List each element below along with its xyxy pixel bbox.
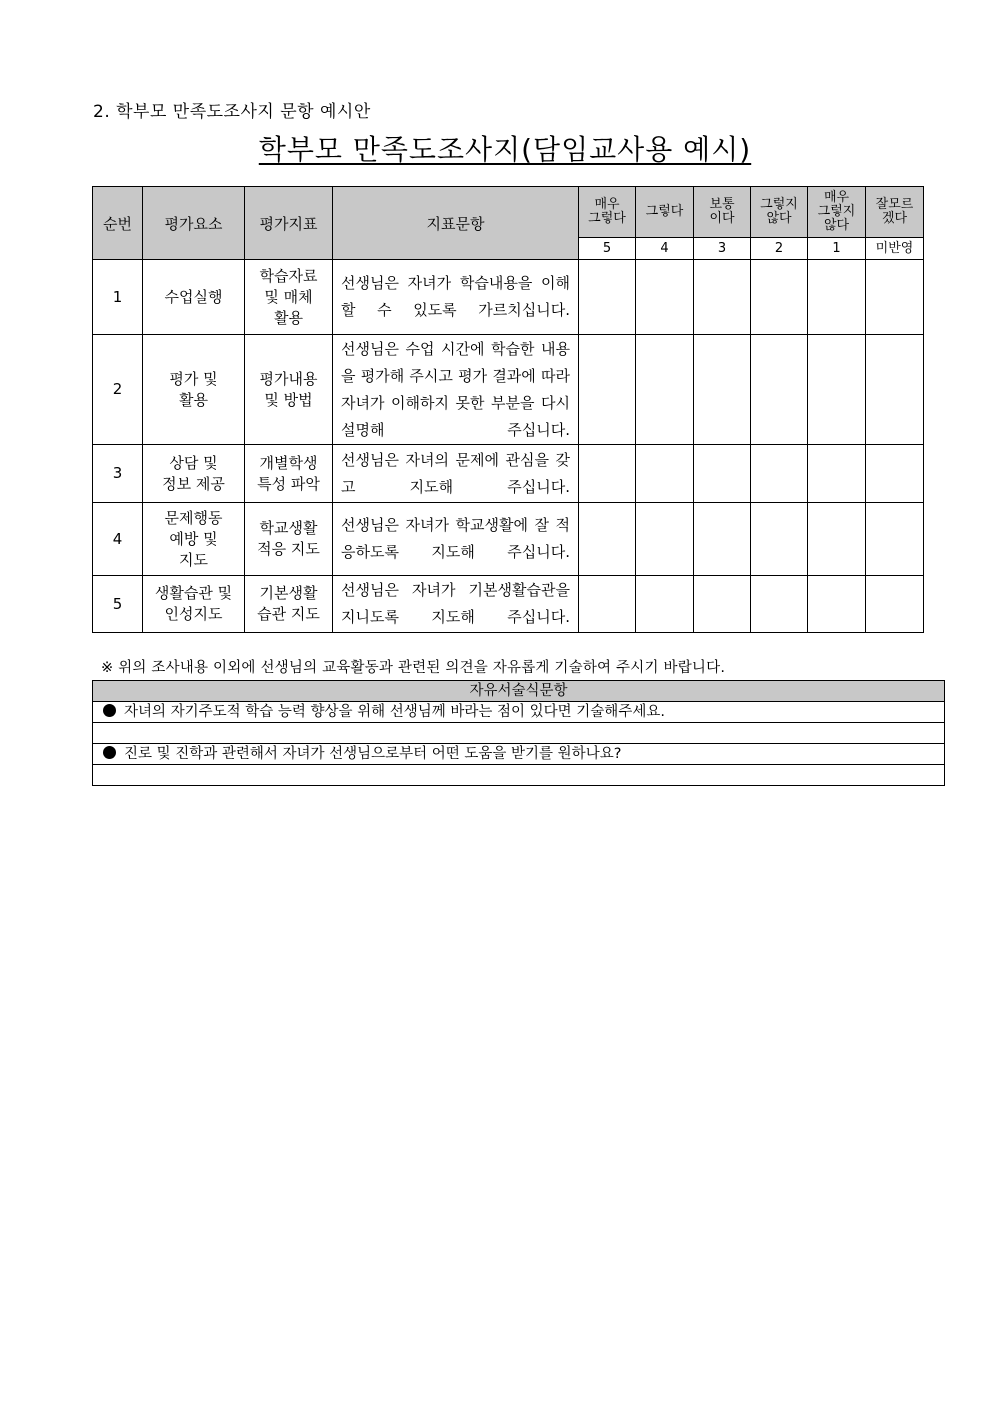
row-indicator: 개별학생 특성 파악	[245, 445, 333, 503]
rating-cell[interactable]	[579, 503, 636, 576]
rating-cell[interactable]	[636, 335, 694, 445]
free-response-header: 자유서술식문항	[93, 681, 945, 702]
rating-cell[interactable]	[808, 445, 866, 503]
table-row	[93, 503, 924, 576]
scale-label: 그렇다	[636, 187, 694, 238]
instruction-note: ※ 위의 조사내용 이외에 선생님의 교육활동과 관련된 의견을 자유롭게 기술하여 주시기 바랍니다.	[101, 660, 726, 676]
answer-field[interactable]	[93, 723, 945, 744]
row-number: 3	[93, 445, 143, 503]
row-factor: 문제행동 예방 및 지도	[143, 503, 245, 576]
scale-label: 매우 그렇지 않다	[808, 187, 866, 238]
free-question	[93, 702, 945, 723]
rating-cell[interactable]	[579, 335, 636, 445]
header-factor: 평가요소	[143, 187, 245, 260]
scale-score: 3	[694, 238, 751, 260]
rating-cell[interactable]	[694, 503, 751, 576]
rating-cell[interactable]	[751, 503, 808, 576]
rating-cell[interactable]	[579, 260, 636, 335]
rating-cell[interactable]	[866, 503, 924, 576]
row-item: 선생님은 수업 시간에 학습한 내용을 평가해 주시고 평가 결과에 따라 자녀가 이해하지 못한 부분을 다시 설명해 주십니다.	[333, 335, 579, 445]
free-response-table	[92, 680, 945, 786]
rating-cell[interactable]	[808, 260, 866, 335]
rating-cell[interactable]	[636, 576, 694, 633]
rating-cell[interactable]	[694, 335, 751, 445]
scale-score: 5	[579, 238, 636, 260]
row-number: 4	[93, 503, 143, 576]
row-indicator: 기본생활 습관 지도	[245, 576, 333, 633]
rating-cell[interactable]	[866, 576, 924, 633]
header-number: 순번	[93, 187, 143, 260]
row-indicator: 평가내용 및 방법	[245, 335, 333, 445]
row-indicator: 학교생활 적응 지도	[245, 503, 333, 576]
table-row	[93, 335, 924, 445]
rating-cell[interactable]	[694, 576, 751, 633]
scale-label: 잘모르 겠다	[866, 187, 924, 238]
survey-table	[92, 186, 924, 633]
section-heading: 2. 학부모 만족도조사지 문항 예시안	[93, 102, 371, 122]
scale-score: 4	[636, 238, 694, 260]
header-indicator: 평가지표	[245, 187, 333, 260]
rating-cell[interactable]	[751, 335, 808, 445]
scale-label: 보통 이다	[694, 187, 751, 238]
rating-cell[interactable]	[808, 576, 866, 633]
table-row	[93, 260, 924, 335]
rating-cell[interactable]	[866, 335, 924, 445]
rating-cell[interactable]	[579, 445, 636, 503]
free-question-text: 진로 및 진학과 관련해서 자녀가 선생님으로부터 어떤 도움을 받기를 원하나요?	[124, 745, 622, 762]
table-row	[93, 576, 924, 633]
rating-cell[interactable]	[866, 445, 924, 503]
rating-cell[interactable]	[808, 503, 866, 576]
free-question-text: 자녀의 자기주도적 학습 능력 향상을 위해 선생님께 바라는 점이 있다면 기술해주세요.	[124, 703, 665, 720]
row-item: 선생님은 자녀가 기본생활습관을 지니도록 지도해 주십니다.	[333, 576, 579, 633]
rating-cell[interactable]	[808, 335, 866, 445]
free-question	[93, 744, 945, 765]
table-row	[93, 445, 924, 503]
row-item: 선생님은 자녀의 문제에 관심을 갖고 지도해 주십니다.	[333, 445, 579, 503]
rating-cell[interactable]	[866, 260, 924, 335]
document-title: 학부모 만족도조사지(담임교사용 예시)	[258, 133, 752, 166]
row-factor: 상담 및 정보 제공	[143, 445, 245, 503]
rating-cell[interactable]	[751, 445, 808, 503]
answer-field[interactable]	[93, 765, 945, 786]
rating-cell[interactable]	[636, 503, 694, 576]
rating-cell[interactable]	[636, 260, 694, 335]
scale-label: 그렇지 않다	[751, 187, 808, 238]
scale-score: 1	[808, 238, 866, 260]
row-item: 선생님은 자녀가 학습내용을 이해할 수 있도록 가르치십니다.	[333, 260, 579, 335]
rating-cell[interactable]	[694, 445, 751, 503]
scale-label: 매우 그렇다	[579, 187, 636, 238]
row-factor: 생활습관 및 인성지도	[143, 576, 245, 633]
row-number: 1	[93, 260, 143, 335]
row-indicator: 학습자료 및 매체 활용	[245, 260, 333, 335]
rating-cell[interactable]	[694, 260, 751, 335]
scale-score: 미반영	[866, 238, 924, 260]
scale-score: 2	[751, 238, 808, 260]
row-factor: 평가 및 활용	[143, 335, 245, 445]
rating-cell[interactable]	[636, 445, 694, 503]
rating-cell[interactable]	[751, 576, 808, 633]
header-item: 지표문항	[333, 187, 579, 260]
row-item: 선생님은 자녀가 학교생활에 잘 적응하도록 지도해 주십니다.	[333, 503, 579, 576]
bullet-icon	[103, 746, 116, 759]
row-number: 5	[93, 576, 143, 633]
row-number: 2	[93, 335, 143, 445]
rating-cell[interactable]	[579, 576, 636, 633]
row-factor: 수업실행	[143, 260, 245, 335]
rating-cell[interactable]	[751, 260, 808, 335]
bullet-icon	[103, 704, 116, 717]
